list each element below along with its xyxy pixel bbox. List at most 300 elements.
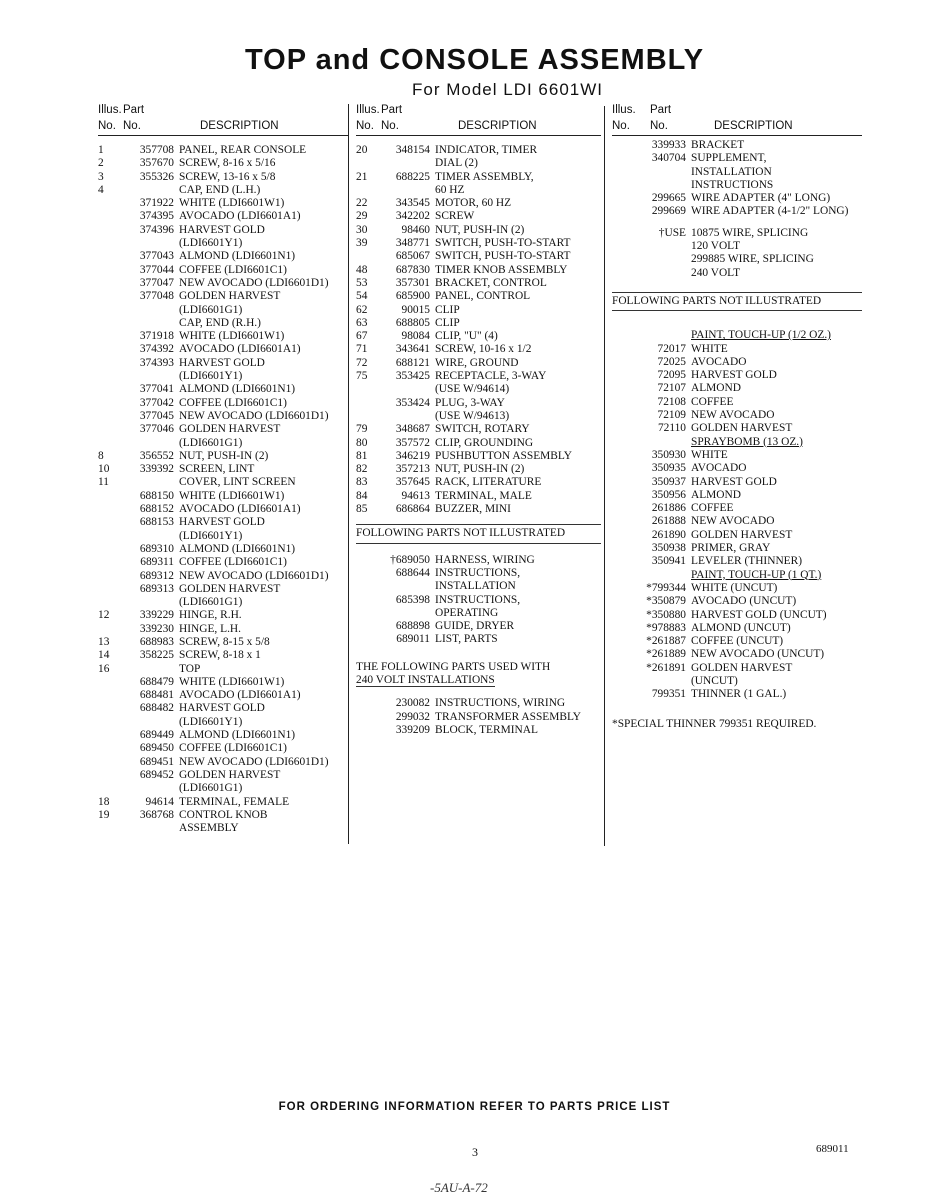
part-number: 688644 xyxy=(395,566,430,579)
part-number: *350879 xyxy=(646,595,686,608)
part-row xyxy=(356,210,601,223)
part-description: NUT, PUSH-IN (2) xyxy=(435,463,525,476)
part-description: WHITE (LDI6601W1) xyxy=(179,489,285,502)
part-row xyxy=(98,636,348,649)
illus-number xyxy=(612,139,634,152)
part-description: (USE W/94613) xyxy=(435,409,510,422)
part-row xyxy=(356,490,601,503)
illus-number: 22 xyxy=(356,197,368,210)
part-row xyxy=(356,724,601,737)
not-illustrated-note: FOLLOWING PARTS NOT ILLUSTRATED xyxy=(356,524,601,543)
part-description: OPERATING xyxy=(435,606,499,619)
illus-number xyxy=(612,382,634,395)
illus-number xyxy=(612,422,634,435)
part-row xyxy=(98,570,348,583)
illus-number: 2 xyxy=(98,157,104,170)
part-number: 230082 xyxy=(395,697,430,710)
illus-number xyxy=(98,264,120,277)
part-row xyxy=(98,702,348,715)
thinner-footnote: *SPECIAL THINNER 799351 REQUIRED. xyxy=(612,717,817,730)
part-description: CLIP, "U" (4) xyxy=(435,330,498,343)
part-row xyxy=(98,370,348,383)
illus-number xyxy=(98,782,120,795)
illus-number xyxy=(612,253,634,266)
part-description: SCREW, 8-15 x 5/8 xyxy=(179,635,270,648)
illus-number xyxy=(612,515,634,528)
illus-number xyxy=(98,623,120,636)
illus-number xyxy=(356,607,378,620)
part-number: 689452 xyxy=(139,768,174,781)
part-description: MOTOR, 60 HZ xyxy=(435,197,512,210)
part-description: CONTROL KNOB xyxy=(179,808,268,821)
part-number xyxy=(378,607,435,620)
part-number: 357645 xyxy=(395,476,430,489)
illus-number xyxy=(98,503,120,516)
part-row xyxy=(612,343,862,356)
part-row xyxy=(98,330,348,343)
part-row xyxy=(612,648,862,661)
illus-number xyxy=(356,697,378,710)
part-number: 350938 xyxy=(651,542,686,555)
part-row xyxy=(356,277,601,290)
illus-number xyxy=(98,822,120,835)
part-number: 689451 xyxy=(139,755,174,768)
part-description: GOLDEN HARVEST xyxy=(179,768,281,781)
part-number: 98460 xyxy=(401,223,430,236)
part-description: WIRE ADAPTER (4-1/2" LONG) xyxy=(691,205,849,218)
part-row xyxy=(356,580,601,593)
part-row xyxy=(356,620,601,633)
part-number: †689050 xyxy=(390,553,430,566)
part-number: 348687 xyxy=(395,423,430,436)
part-number: 261888 xyxy=(651,515,686,528)
illus-number: 79 xyxy=(356,423,368,436)
part-row xyxy=(98,343,348,356)
part-number: 357213 xyxy=(395,463,430,476)
part-number: 72107 xyxy=(657,382,686,395)
part-number xyxy=(634,267,691,280)
part-description: SUPPLEMENT, xyxy=(691,152,767,165)
part-number xyxy=(378,580,435,593)
part-description: WHITE (LDI6601W1) xyxy=(179,330,285,343)
part-row xyxy=(98,742,348,755)
part-description: BUZZER, MINI xyxy=(435,503,511,516)
illus-number xyxy=(612,409,634,422)
illus-label: Illus. xyxy=(98,104,122,116)
part-description: TIMER KNOB ASSEMBLY xyxy=(435,263,568,276)
part-description: COVER, LINT SCREEN xyxy=(179,476,296,489)
illus-number xyxy=(612,329,634,342)
illus-number xyxy=(612,489,634,502)
part-description: HARVEST GOLD xyxy=(179,356,265,369)
part-row xyxy=(356,697,601,710)
part-number: 377042 xyxy=(139,396,174,409)
illus-number xyxy=(356,580,378,593)
part-row xyxy=(98,277,348,290)
part-description: NEW AVOCADO (LDI6601D1) xyxy=(179,276,329,289)
column-divider xyxy=(348,104,349,844)
part-row xyxy=(98,490,348,503)
part-row xyxy=(612,139,862,152)
part-number: 374396 xyxy=(139,223,174,236)
part-number: 377044 xyxy=(139,263,174,276)
illus-number xyxy=(612,542,634,555)
part-number: 688481 xyxy=(139,689,174,702)
part-row xyxy=(98,503,348,516)
part-description: NUT, PUSH-IN (2) xyxy=(179,449,269,462)
illus-number xyxy=(612,688,634,701)
part-row xyxy=(98,822,348,835)
part-row xyxy=(98,290,348,303)
part-row xyxy=(98,583,348,596)
illus-number: 48 xyxy=(356,263,368,276)
illus-number xyxy=(612,635,634,648)
part-number xyxy=(120,317,179,330)
part-description: (LDI6601G1) xyxy=(179,782,243,795)
part-description: TRANSFORMER ASSEMBLY xyxy=(435,710,582,723)
part-number xyxy=(120,476,179,489)
part-number: 357670 xyxy=(139,157,174,170)
illus-number xyxy=(612,662,634,675)
part-number: 299032 xyxy=(395,710,430,723)
part-description: HARVEST GOLD xyxy=(179,516,265,529)
part-description: LEVELER (THINNER) xyxy=(691,555,803,568)
part-description: AVOCADO (LDI6601A1) xyxy=(179,210,301,223)
illus-number xyxy=(98,304,120,317)
part-number: 339230 xyxy=(139,622,174,635)
part-description: (LDI6601Y1) xyxy=(179,370,243,383)
illus-number: 10 xyxy=(98,463,110,476)
part-number: 353424 xyxy=(395,396,430,409)
part-number: *261889 xyxy=(646,648,686,661)
part-number: 377045 xyxy=(139,409,174,422)
part-number: 261890 xyxy=(651,528,686,541)
part-number: 685398 xyxy=(395,593,430,606)
part-number: 346219 xyxy=(395,449,430,462)
illus-no-label: No. xyxy=(98,120,116,132)
part-row xyxy=(356,237,601,250)
illus-number: 63 xyxy=(356,316,368,329)
part-description: CLIP xyxy=(435,303,460,316)
part-number xyxy=(120,370,179,383)
part-description: INSTALLATION xyxy=(435,580,516,593)
illus-number xyxy=(612,343,634,356)
part-description: ALMOND (LDI6601N1) xyxy=(179,250,296,263)
part-number xyxy=(378,157,435,170)
part-description: COFFEE (LDI6601C1) xyxy=(179,396,287,409)
part-number xyxy=(634,166,691,179)
illus-number xyxy=(612,595,634,608)
page-title: TOP and CONSOLE ASSEMBLY xyxy=(244,44,705,76)
part-number: 72108 xyxy=(657,395,686,408)
page-number: 3 xyxy=(472,1145,478,1159)
illus-number xyxy=(356,250,378,263)
part-row xyxy=(612,515,862,528)
part-row xyxy=(98,250,348,263)
part-row xyxy=(356,383,601,396)
part-row xyxy=(356,144,601,157)
illus-number xyxy=(356,567,378,580)
illus-number: 72 xyxy=(356,356,368,369)
part-number: 339933 xyxy=(651,139,686,151)
part-number: 72109 xyxy=(657,409,686,422)
part-description: WHITE (LDI6601W1) xyxy=(179,197,285,210)
part-row xyxy=(612,152,862,165)
part-description: THINNER (1 GAL.) xyxy=(691,688,787,701)
part-number: 340704 xyxy=(651,152,686,165)
part-description: GOLDEN HARVEST xyxy=(691,528,793,541)
part-number: 688121 xyxy=(395,356,430,369)
part-number: 689312 xyxy=(139,569,174,582)
illus-number xyxy=(98,397,120,410)
column-header xyxy=(356,100,601,134)
part-row xyxy=(356,184,601,197)
part-description: HINGE, R.H. xyxy=(179,609,242,622)
part-number: 687830 xyxy=(395,263,430,276)
part-row xyxy=(356,343,601,356)
illus-number xyxy=(98,277,120,290)
part-row xyxy=(612,635,862,648)
part-description: AVOCADO (LDI6601A1) xyxy=(179,689,301,702)
part-no-label: No. xyxy=(123,120,141,132)
part-description: INDICATOR, TIMER xyxy=(435,144,538,156)
part-description: AVOCADO xyxy=(691,462,747,475)
part-row xyxy=(612,329,862,342)
part-number xyxy=(120,530,179,543)
part-row xyxy=(612,356,862,369)
part-row xyxy=(612,396,862,409)
illus-number xyxy=(98,570,120,583)
illus-number xyxy=(612,227,634,240)
part-description: WHITE (UNCUT) xyxy=(691,581,778,594)
part-description: (UNCUT) xyxy=(691,674,738,687)
illus-number xyxy=(98,556,120,569)
part-description: (LDI6601Y1) xyxy=(179,715,243,728)
part-row xyxy=(98,157,348,170)
part-description: BRACKET, CONTROL xyxy=(435,276,547,289)
illus-number: 53 xyxy=(356,276,368,289)
parts-column-3 xyxy=(612,100,862,737)
part-number: 299665 xyxy=(651,192,686,205)
part-number: 355326 xyxy=(139,170,174,183)
part-description: (USE W/94614) xyxy=(435,383,510,396)
part-row xyxy=(98,423,348,436)
part-description: SPRAYBOMB (13 OZ.) xyxy=(691,435,803,448)
illus-number: 4 xyxy=(98,183,104,196)
part-number xyxy=(120,304,179,317)
part-row xyxy=(612,609,862,622)
column-header xyxy=(612,100,862,134)
part-description: ASSEMBLY xyxy=(179,822,239,835)
part-row xyxy=(98,756,348,769)
illus-number xyxy=(98,370,120,383)
illus-number: 30 xyxy=(356,223,368,236)
part-description: HARVEST GOLD (UNCUT) xyxy=(691,608,827,621)
header-rule xyxy=(612,135,862,136)
column-divider xyxy=(604,106,605,846)
part-number: 350937 xyxy=(651,475,686,488)
part-row xyxy=(98,769,348,782)
part-number: 342202 xyxy=(395,210,430,223)
part-row xyxy=(612,240,862,253)
part-number: 339209 xyxy=(395,723,430,736)
part-number xyxy=(120,822,179,835)
illus-number xyxy=(356,633,378,646)
part-description: AVOCADO (LDI6601A1) xyxy=(179,503,301,516)
part-description: ALMOND (UNCUT) xyxy=(691,621,791,634)
part-description: HINGE, L.H. xyxy=(179,622,242,635)
part-row xyxy=(98,450,348,463)
part-number: 261886 xyxy=(651,502,686,515)
part-description: TOP xyxy=(179,662,201,675)
illus-number: 11 xyxy=(98,476,109,489)
part-row xyxy=(98,676,348,689)
part-number: 350930 xyxy=(651,448,686,461)
part-label: Part xyxy=(123,104,145,116)
part-description: GOLDEN HARVEST xyxy=(691,661,793,674)
part-number: 374395 xyxy=(139,210,174,223)
part-number xyxy=(120,716,179,729)
part-row xyxy=(98,397,348,410)
illus-number xyxy=(98,197,120,210)
illus-number xyxy=(98,742,120,755)
part-description: HARVEST GOLD xyxy=(691,369,777,382)
part-row xyxy=(612,409,862,422)
illus-no-label: No. xyxy=(612,120,630,132)
part-number: 371922 xyxy=(139,197,174,210)
illus-number xyxy=(612,192,634,205)
part-number: 689310 xyxy=(139,542,174,555)
part-description: PAINT, TOUCH-UP (1/2 OZ.) xyxy=(691,329,831,342)
illus-number xyxy=(98,330,120,343)
illus-number: 3 xyxy=(98,170,104,183)
part-number: 377046 xyxy=(139,423,174,436)
part-number: 350941 xyxy=(651,555,686,568)
part-description: ALMOND (LDI6601N1) xyxy=(179,542,296,555)
illus-number xyxy=(612,166,634,179)
illus-number xyxy=(612,462,634,475)
part-row xyxy=(98,782,348,795)
part-description: NEW AVOCADO xyxy=(691,515,775,528)
part-row xyxy=(98,357,348,370)
illus-number: 84 xyxy=(356,489,368,502)
part-number: 374393 xyxy=(139,356,174,369)
illus-number xyxy=(356,711,378,724)
part-number: 377047 xyxy=(139,276,174,289)
part-description: PLUG, 3-WAY xyxy=(435,396,505,409)
parts-list xyxy=(612,227,862,280)
handwritten-note: -5AU-A-72 xyxy=(430,1180,488,1195)
part-row xyxy=(356,450,601,463)
part-row xyxy=(612,205,862,218)
part-row xyxy=(98,184,348,197)
not-illustrated-note: FOLLOWING PARTS NOT ILLUSTRATED xyxy=(612,292,862,311)
illus-number xyxy=(612,369,634,382)
part-description: GOLDEN HARVEST xyxy=(691,422,793,435)
part-row xyxy=(356,476,601,489)
part-number: 688152 xyxy=(139,503,174,516)
part-row xyxy=(612,192,862,205)
part-label: Part xyxy=(381,104,403,116)
part-number: 689450 xyxy=(139,742,174,755)
part-row xyxy=(612,369,862,382)
illus-number xyxy=(98,423,120,436)
illus-number xyxy=(98,290,120,303)
illus-number xyxy=(356,594,378,607)
part-row xyxy=(612,502,862,515)
part-description: SCREW, 10-16 x 1/2 xyxy=(435,343,532,356)
parts-list xyxy=(98,134,348,835)
part-row xyxy=(356,554,601,567)
part-description: CAP, END (R.H.) xyxy=(179,316,261,329)
illus-number xyxy=(356,554,378,567)
illus-number: 13 xyxy=(98,635,110,648)
part-description: PAINT, TOUCH-UP (1 QT.) xyxy=(691,568,822,581)
part-description: GOLDEN HARVEST xyxy=(179,423,281,436)
part-row xyxy=(612,422,862,435)
illus-number xyxy=(612,582,634,595)
part-row xyxy=(356,437,601,450)
part-number: 368768 xyxy=(139,808,174,821)
part-row xyxy=(612,253,862,266)
part-description: INSTRUCTIONS, xyxy=(435,593,521,606)
part-no-label: No. xyxy=(650,120,668,132)
part-description: 60 HZ xyxy=(435,183,465,196)
illus-number: 18 xyxy=(98,795,110,808)
part-description: COFFEE (LDI6601C1) xyxy=(179,263,287,276)
voltage-note xyxy=(356,674,601,687)
part-description: (LDI6601G1) xyxy=(179,436,243,449)
illus-number xyxy=(98,210,120,223)
part-description: GOLDEN HARVEST xyxy=(179,290,281,303)
part-number xyxy=(634,436,691,449)
illus-number xyxy=(98,583,120,596)
part-row xyxy=(98,649,348,662)
part-row xyxy=(612,267,862,280)
part-description: NEW AVOCADO (LDI6601D1) xyxy=(179,755,329,768)
illus-number: 12 xyxy=(98,609,110,622)
part-description: PANEL, REAR CONSOLE xyxy=(179,144,307,156)
part-description: SCREW, 8-16 x 5/16 xyxy=(179,157,276,170)
part-number: 374392 xyxy=(139,343,174,356)
illus-number xyxy=(98,596,120,609)
illus-number xyxy=(356,410,378,423)
parts-column-1 xyxy=(98,100,348,835)
part-number: 377043 xyxy=(139,250,174,263)
illus-number xyxy=(612,648,634,661)
part-description: AVOCADO (LDI6601A1) xyxy=(179,343,301,356)
part-number: 299669 xyxy=(651,205,686,218)
illus-number xyxy=(98,543,120,556)
part-description: INSTRUCTIONS xyxy=(691,178,774,191)
part-row xyxy=(98,437,348,450)
part-description: ALMOND xyxy=(691,488,741,501)
illus-number xyxy=(356,397,378,410)
part-row xyxy=(612,675,862,688)
part-description: CLIP xyxy=(435,316,460,329)
part-number: 72025 xyxy=(657,355,686,368)
part-description: WIRE ADAPTER (4" LONG) xyxy=(691,192,831,205)
illus-number: 19 xyxy=(98,808,110,821)
part-number: 90015 xyxy=(401,303,430,316)
part-row xyxy=(612,569,862,582)
part-row xyxy=(98,729,348,742)
part-description: NEW AVOCADO xyxy=(691,409,775,422)
part-description: INSTALLATION xyxy=(691,165,772,178)
description-label: DESCRIPTION xyxy=(458,120,537,132)
part-description: COFFEE (UNCUT) xyxy=(691,635,784,648)
illus-number xyxy=(98,224,120,237)
